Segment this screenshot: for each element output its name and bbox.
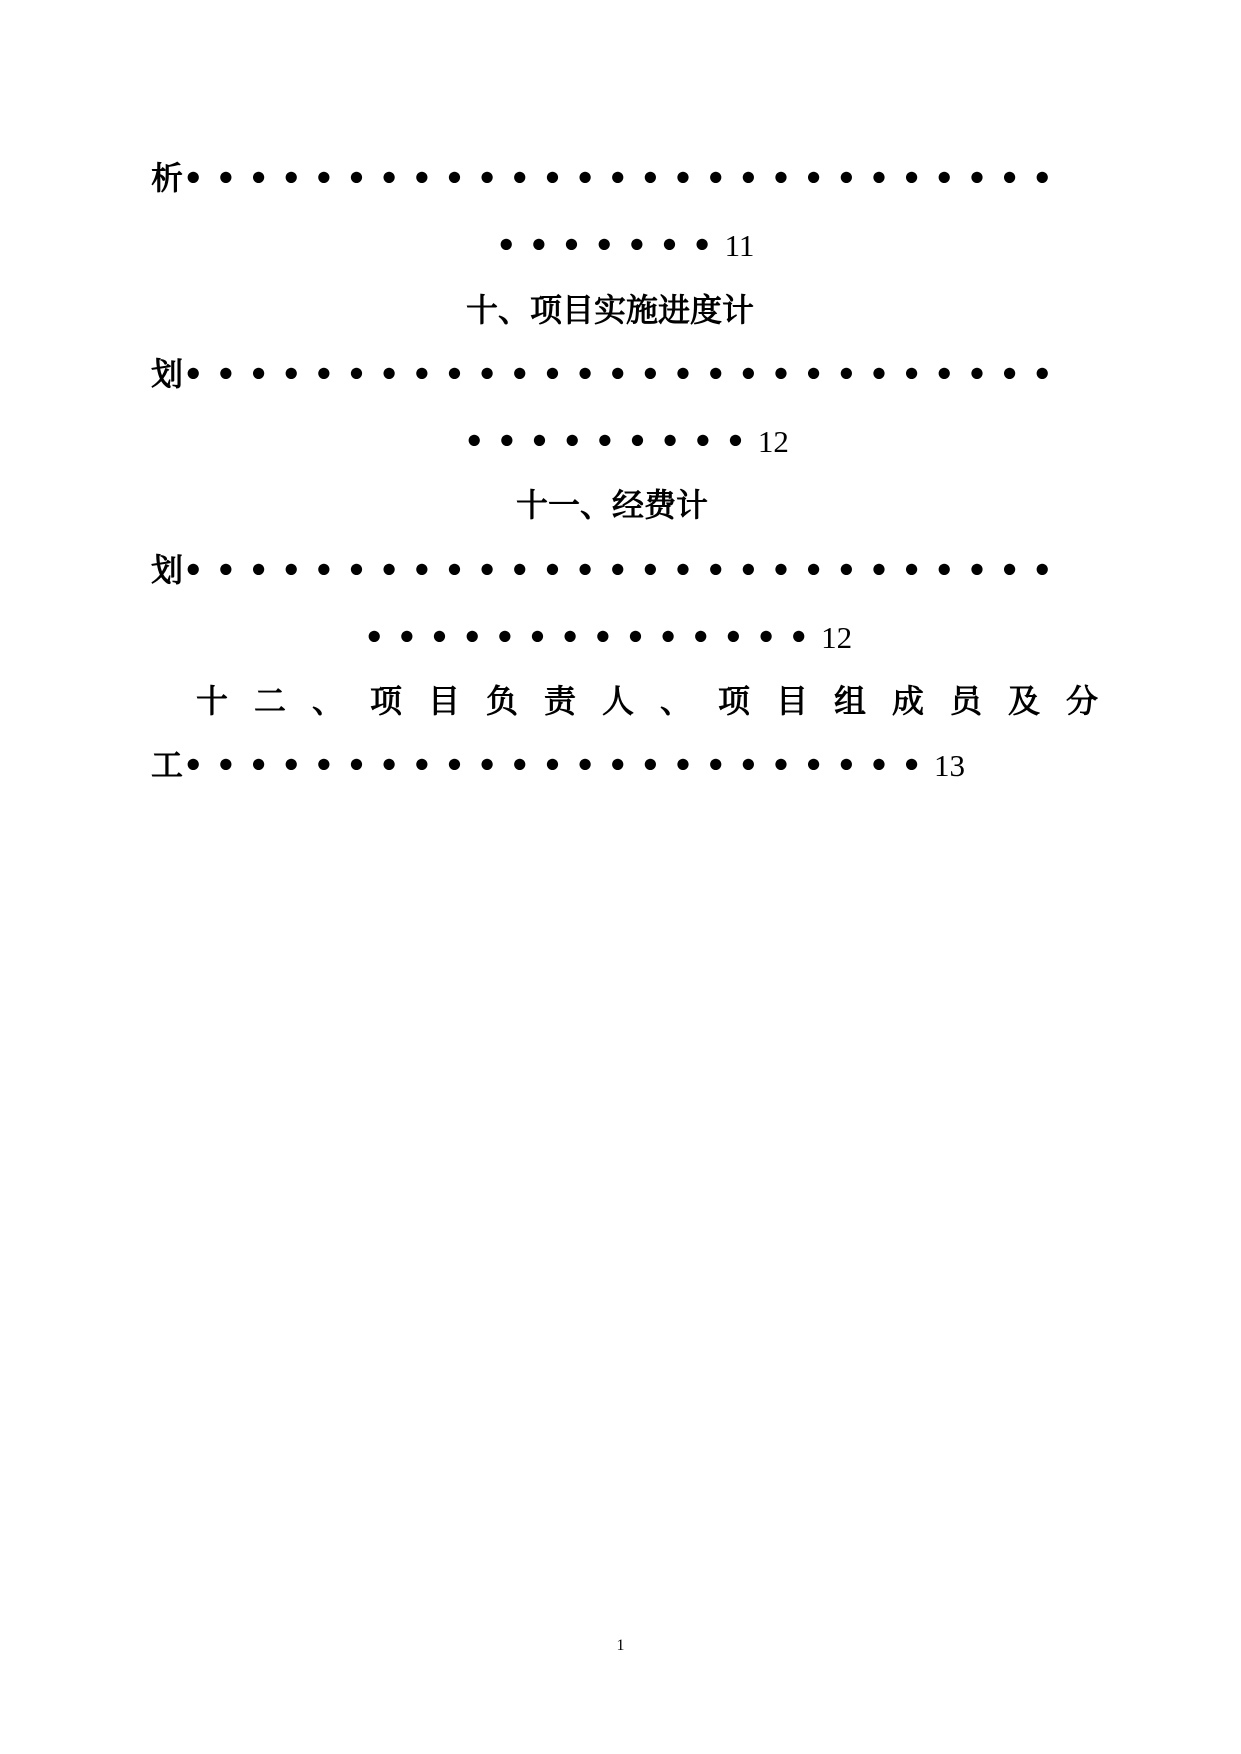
page-number: 1 bbox=[616, 1637, 625, 1654]
toc-entry-12-line2 bbox=[151, 745, 965, 785]
toc-leader-dots: ••••••••••••••••••••••• bbox=[183, 746, 935, 784]
toc-page-number: 12 bbox=[821, 620, 853, 655]
toc-entry-11-line2 bbox=[364, 617, 852, 657]
toc-heading-12: 十二、项目负责人、项目组成员及分 bbox=[196, 682, 1125, 720]
toc-tail-char: 划 bbox=[151, 551, 184, 589]
toc-tail-char: 工 bbox=[151, 746, 184, 784]
toc-entry-11-line1 bbox=[151, 550, 1065, 590]
toc-heading-11: 十一、经费计 bbox=[516, 486, 709, 524]
toc-entry-10-line2 bbox=[464, 421, 789, 461]
toc-leader-dots: ••••••••• bbox=[464, 422, 758, 460]
toc-entry-analysis-line2 bbox=[496, 225, 754, 265]
toc-leader-dots: ••••••••••••••••••••••••••• bbox=[183, 159, 1065, 197]
toc-page-number: 11 bbox=[724, 228, 755, 263]
toc-tail-char: 划 bbox=[151, 355, 184, 393]
toc-page-number: 12 bbox=[757, 424, 789, 459]
toc-leader-dots: ••••••••••••••••••••••••••• bbox=[183, 355, 1065, 393]
toc-entry-analysis-line1 bbox=[151, 158, 1065, 198]
toc-leader-dots: •••••••••••••• bbox=[364, 618, 822, 656]
toc-leader-dots: ••••••• bbox=[496, 226, 725, 264]
toc-tail-char: 析 bbox=[151, 159, 184, 197]
toc-heading-10: 十、项目实施进度计 bbox=[466, 291, 755, 329]
toc-leader-dots: ••••••••••••••••••••••••••• bbox=[183, 551, 1065, 589]
toc-entry-10-line1 bbox=[151, 354, 1065, 394]
toc-page-number: 13 bbox=[934, 748, 966, 783]
